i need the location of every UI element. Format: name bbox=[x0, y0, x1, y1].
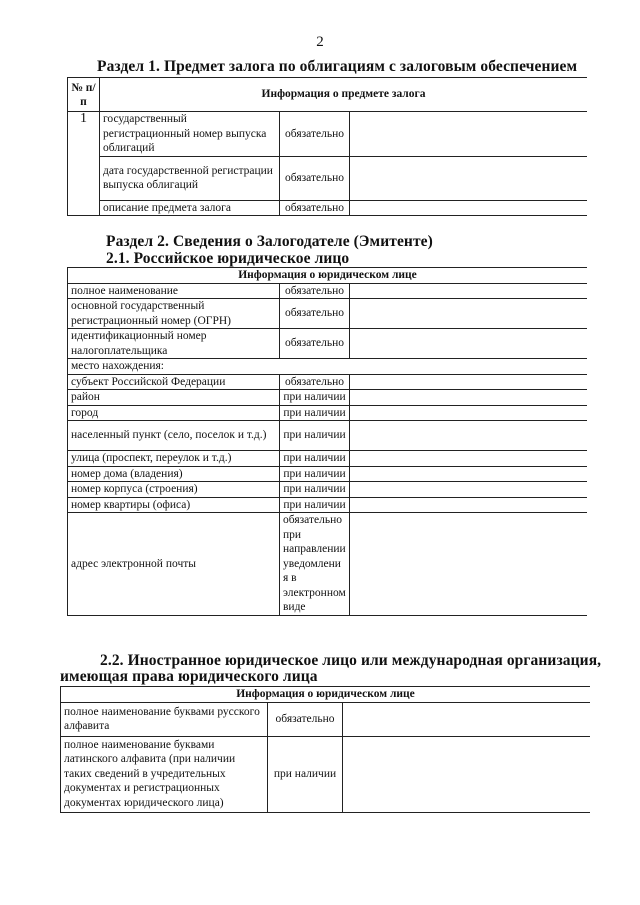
row-value-field[interactable] bbox=[350, 112, 588, 157]
row-label: адрес электронной почты bbox=[68, 513, 280, 616]
row-value-field[interactable] bbox=[343, 736, 591, 812]
row-requirement: при наличии bbox=[280, 421, 350, 451]
row-value-field[interactable] bbox=[343, 702, 591, 736]
row-label: описание предмета залога bbox=[100, 200, 280, 216]
section1-table bbox=[67, 77, 587, 216]
row-label: идентификационный номер налогоплательщика bbox=[68, 329, 280, 359]
row-requirement: при наличии bbox=[280, 405, 350, 421]
row-value-field[interactable] bbox=[350, 513, 588, 616]
header-info: Информация о юридическом лице bbox=[68, 268, 588, 284]
row-requirement: при наличии bbox=[280, 466, 350, 482]
row-value-field[interactable] bbox=[350, 482, 588, 498]
subsection2-title-line2: имеющая права юридического лица bbox=[60, 668, 318, 685]
row-label: район bbox=[68, 390, 280, 406]
row-requirement: обязательно bbox=[280, 156, 350, 200]
section1-title: Раздел 1. Предмет залога по облигациям с залоговым обеспечением bbox=[97, 58, 578, 75]
row-requirement: обязательно при направлении уведомления в электронном виде bbox=[280, 513, 350, 616]
row-label: улица (проспект, переулок и т.д.) bbox=[68, 451, 280, 467]
header-info: Информация о юридическом лице bbox=[61, 687, 591, 703]
row-number: 1 bbox=[68, 112, 100, 216]
row-value-field[interactable] bbox=[350, 156, 588, 200]
row-value-field[interactable] bbox=[350, 451, 588, 467]
row-requirement: при наличии bbox=[280, 482, 350, 498]
subsection1-title: 2.1. Российское юридическое лицо bbox=[106, 250, 350, 267]
row-label: основной государственный регистрационный номер (ОГРН) bbox=[68, 299, 280, 329]
row-requirement: обязательно bbox=[280, 329, 350, 359]
header-info: Информация о предмете залога bbox=[100, 78, 588, 112]
row-requirement: при наличии bbox=[280, 451, 350, 467]
row-requirement: при наличии bbox=[268, 736, 343, 812]
row-requirement: обязательно bbox=[280, 299, 350, 329]
section2-title: Раздел 2. Сведения о Залогодателе (Эмитенте) bbox=[106, 233, 433, 250]
row-label: номер квартиры (офиса) bbox=[68, 497, 280, 513]
row-label: населенный пункт (село, поселок и т.д.) bbox=[68, 421, 280, 451]
row-label: номер дома (владения) bbox=[68, 466, 280, 482]
row-value-field[interactable] bbox=[350, 390, 588, 406]
row-requirement: обязательно bbox=[280, 112, 350, 157]
row-requirement: обязательно bbox=[280, 374, 350, 390]
row-value-field[interactable] bbox=[350, 497, 588, 513]
row-label: полное наименование буквами латинского алфавита (при наличии таких сведений в учредительных документах и регистрационных документах юридического лица) bbox=[61, 736, 268, 812]
row-requirement: обязательно bbox=[268, 702, 343, 736]
row-value-field[interactable] bbox=[350, 299, 588, 329]
row-label: номер корпуса (строения) bbox=[68, 482, 280, 498]
row-label: полное наименование bbox=[68, 283, 280, 299]
row-label: субъект Российской Федерации bbox=[68, 374, 280, 390]
subsection2-title-line1: 2.2. Иностранное юридическое лицо или международная организация, bbox=[100, 652, 602, 669]
row-requirement: обязательно bbox=[280, 200, 350, 216]
row-requirement: при наличии bbox=[280, 497, 350, 513]
row-value-field[interactable] bbox=[350, 466, 588, 482]
row-value-field[interactable] bbox=[350, 374, 588, 390]
row-requirement: обязательно bbox=[280, 283, 350, 299]
row-label: государственный регистрационный номер выпуска облигаций bbox=[100, 112, 280, 157]
row-value-field[interactable] bbox=[350, 200, 588, 216]
row-label: дата государственной регистрации выпуска облигаций bbox=[100, 156, 280, 200]
row-value-field[interactable] bbox=[350, 421, 588, 451]
row-label: город bbox=[68, 405, 280, 421]
row-value-field[interactable] bbox=[350, 283, 588, 299]
header-number: № п/п bbox=[68, 78, 100, 112]
row-requirement: при наличии bbox=[280, 390, 350, 406]
location-label: место нахождения: bbox=[68, 359, 588, 375]
row-value-field[interactable] bbox=[350, 329, 588, 359]
subsection1-table bbox=[67, 267, 587, 616]
page-number: 2 bbox=[316, 34, 324, 50]
subsection2-table bbox=[60, 686, 590, 813]
row-value-field[interactable] bbox=[350, 405, 588, 421]
row-label: полное наименование буквами русского алфавита bbox=[61, 702, 268, 736]
